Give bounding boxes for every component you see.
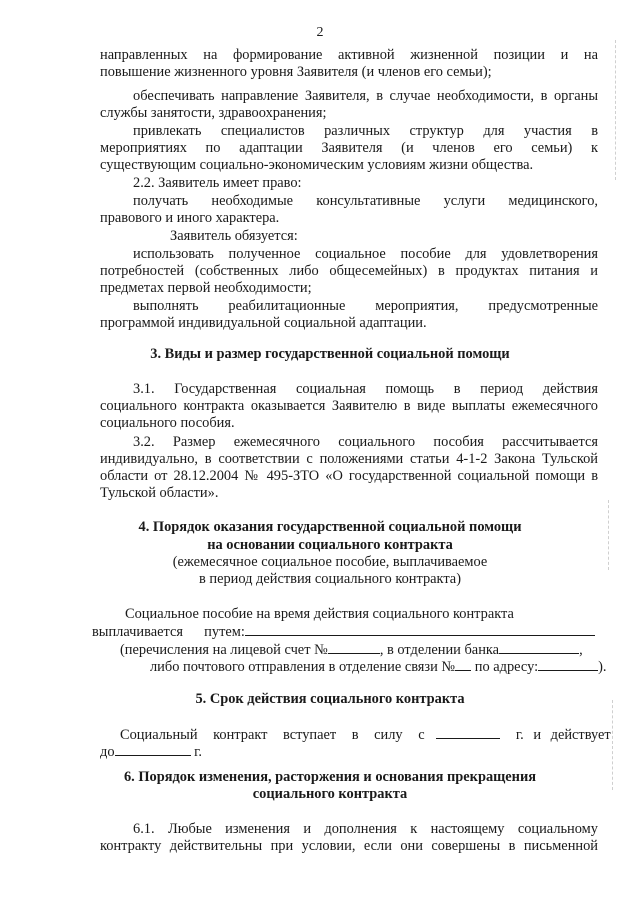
section-4-subheading-line2: в период действия социального контракта) bbox=[198, 571, 461, 587]
payment-method-line bbox=[92, 623, 602, 641]
postal-label: либо почтового отправления в отделение связи № bbox=[150, 659, 456, 675]
text-line: 6.1. Любые изменения и дополнения к настоящему социальному bbox=[133, 821, 598, 837]
year-label: г. bbox=[194, 744, 203, 760]
scan-artifact bbox=[615, 40, 617, 180]
payment-way-label: путем: bbox=[204, 624, 245, 640]
section-4-heading: 4. Порядок оказания государственной социальной помощи bbox=[138, 519, 522, 535]
section-4-subheading: (ежемесячное социальное пособие, выплачиваемое bbox=[172, 554, 488, 570]
bank-label: , в отделении банка bbox=[379, 642, 500, 658]
text-line: выполнять реабилитационные мероприятия, предусмотренные bbox=[133, 298, 598, 314]
section-4-heading-line2: на основании социального контракта bbox=[207, 537, 453, 553]
text-line: 3.2. Размер ежемесячного социального пособия рассчитывается bbox=[133, 434, 598, 450]
address-label: по адресу: bbox=[474, 659, 539, 675]
text-line: программой индивидуальной социальной адаптации. bbox=[100, 315, 427, 331]
term-end-label: г. и действует bbox=[515, 727, 611, 743]
page-number: 2 bbox=[316, 25, 324, 40]
payment-label: выплачивается bbox=[92, 624, 183, 640]
term-end-line bbox=[100, 743, 598, 761]
term-start-line bbox=[120, 726, 611, 744]
section-3-heading: 3. Виды и размер государственной социальной помощи bbox=[150, 346, 510, 362]
scan-artifact bbox=[608, 500, 610, 570]
text-line: обеспечивать направление Заявителя, в случае необходимости, в органы bbox=[133, 88, 598, 104]
text-line: индивидуально, в соответствии с положениями статьи 4-1-2 Закона Тульской bbox=[100, 451, 598, 467]
comma: , bbox=[579, 642, 583, 658]
end-date-blank bbox=[115, 743, 191, 756]
closing-paren: ). bbox=[598, 659, 607, 675]
start-date-blank bbox=[436, 726, 500, 739]
clause-heading: 2.2. Заявитель имеет право: bbox=[133, 175, 302, 191]
postal-office-blank bbox=[455, 658, 471, 671]
text-line: социального контракта оказывается Заявителю в виде выплаты ежемесячного bbox=[100, 398, 598, 414]
payment-way-blank bbox=[245, 623, 595, 636]
account-line bbox=[120, 641, 610, 659]
text-line: 3.1. Государственная социальная помощь в период действия bbox=[133, 381, 598, 397]
text-line: области от 28.12.2004 № 495-ЗТО «О государственной социальной помощи в bbox=[100, 468, 598, 484]
account-label: (перечисления на лицевой счет № bbox=[120, 642, 328, 658]
text-line: службы занятости, здравоохранения; bbox=[100, 105, 327, 121]
postal-line bbox=[150, 658, 610, 676]
text-line: использовать полученное социальное пособие для удовлетворения bbox=[133, 246, 598, 262]
section-5-heading: 5. Срок действия социального контракта bbox=[195, 691, 465, 707]
text-line: потребностей (собственных либо общесемейных) в продуктах питания и bbox=[100, 263, 598, 279]
clause-heading: Заявитель обязуется: bbox=[170, 228, 298, 244]
text-line: Социальное пособие на время действия социального контракта bbox=[125, 606, 514, 622]
text-line: правового и иного характера. bbox=[100, 210, 280, 226]
section-6-heading: 6. Порядок изменения, расторжения и основания прекращения bbox=[123, 769, 537, 785]
text-line: повышение жизненного уровня Заявителя (и членов его семьи); bbox=[100, 64, 492, 80]
address-blank bbox=[538, 658, 598, 671]
scan-artifact bbox=[612, 700, 614, 790]
text-line: Тульской области». bbox=[100, 485, 219, 501]
text-line: социального пособия. bbox=[100, 415, 235, 431]
text-line: получать необходимые консультативные услуги медицинского, bbox=[133, 193, 598, 209]
section-6-heading-line2: социального контракта bbox=[252, 786, 408, 802]
text-line: мероприятиях по адаптации Заявителя (и членов его семьи) к bbox=[100, 140, 598, 156]
term-start-label: Социальный контракт вступает в силу с bbox=[120, 727, 425, 743]
account-number-blank bbox=[328, 641, 380, 654]
text-line: направленных на формирование активной жизненной позиции и на bbox=[100, 47, 598, 63]
bank-blank bbox=[499, 641, 579, 654]
text-line: контракту действительны при условии, если они совершены в письменной bbox=[100, 838, 598, 854]
text-line: предметах первой необходимости; bbox=[100, 280, 312, 296]
text-line: существующим социально-экономическим условиям жизни общества. bbox=[100, 157, 534, 173]
text-line: привлекать специалистов различных структур для участия в bbox=[133, 123, 598, 139]
until-label: до bbox=[100, 744, 115, 760]
